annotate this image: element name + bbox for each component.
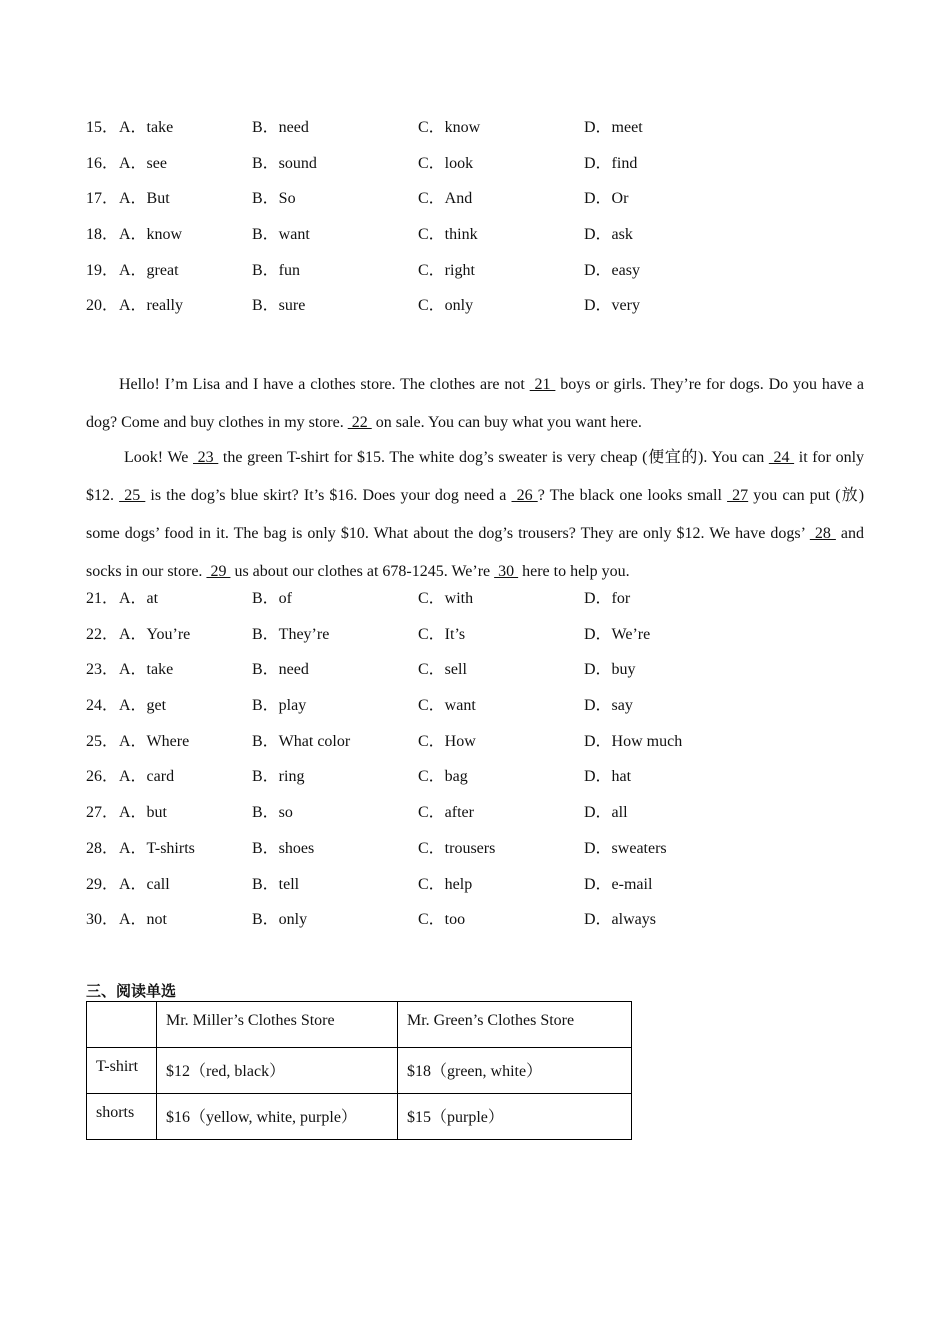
option-d: D．We’re — [584, 625, 651, 643]
option-d: D．say — [584, 697, 633, 715]
option-b: B．tell — [252, 875, 300, 893]
option-b: B．of — [252, 590, 293, 607]
option-d: D．for — [584, 590, 631, 607]
passage-text: us about our clothes at 678-1245. We’re — [230, 563, 495, 580]
option-b: B．want — [252, 226, 310, 244]
table-cell: $15（purple） — [398, 1094, 632, 1140]
option-a: A．know — [119, 226, 183, 244]
passage-text: is the dog’s blue skirt? It’s $16. Does your dog need a — [145, 487, 512, 504]
option-d: D．very — [584, 297, 640, 315]
option-a: A．T-shirts — [119, 839, 195, 857]
option-a: A．not — [119, 911, 168, 929]
question-25 — [86, 732, 886, 768]
option-b: B．play — [252, 697, 307, 715]
option-a: A．but — [119, 804, 168, 822]
blank-28: 28 — [809, 525, 836, 542]
option-c: C．look — [418, 154, 474, 172]
option-b: B．only — [252, 911, 308, 929]
question-number: 17． — [86, 190, 119, 208]
question-number: 27． — [86, 804, 119, 822]
blank-25: 25 — [119, 487, 146, 504]
option-c: C．after — [418, 804, 474, 822]
question-number: 24． — [86, 697, 119, 715]
section-title: 三、阅读单选 — [86, 982, 177, 1000]
blank-29: 29 — [206, 563, 231, 580]
option-c: C．trousers — [418, 839, 496, 857]
question-number: 29． — [86, 875, 119, 893]
table-row — [87, 1094, 632, 1140]
blank-21: 21 — [529, 376, 556, 393]
option-c: C．too — [418, 911, 466, 929]
question-number: 21． — [86, 590, 119, 607]
option-d: D．all — [584, 804, 628, 822]
question-number: 18． — [86, 226, 119, 244]
option-b: B．So — [252, 190, 296, 208]
option-d: D．easy — [584, 261, 640, 279]
table-cell: Mr. Miller’s Clothes Store — [157, 1002, 398, 1048]
option-c: C．How — [418, 732, 476, 750]
option-b: B．fun — [252, 261, 301, 279]
option-d: D．buy — [584, 661, 636, 679]
question-16 — [86, 154, 886, 190]
option-c: C．help — [418, 875, 473, 893]
question-number: 25． — [86, 732, 119, 750]
option-b: B．sure — [252, 297, 306, 315]
option-a: A．see — [119, 154, 167, 172]
table-cell: $18（green, white） — [398, 1048, 632, 1094]
question-30 — [86, 910, 886, 946]
question-27 — [86, 803, 886, 839]
table-cell — [87, 1002, 157, 1048]
question-20 — [86, 296, 886, 332]
option-d: D．find — [584, 154, 638, 172]
passage-text: it for only $12. — [86, 449, 865, 504]
passage-text: Hello! I’m Lisa and I have a clothes store. The clothes are not — [119, 376, 530, 393]
option-b: B．ring — [252, 768, 305, 786]
question-28 — [86, 839, 886, 875]
option-b: B．so — [252, 804, 293, 822]
option-d: D．ask — [584, 226, 633, 244]
option-c: C．think — [418, 226, 478, 244]
option-b: B．They’re — [252, 625, 330, 643]
option-a: A．Where — [119, 732, 190, 750]
table-row — [87, 1048, 632, 1094]
option-a: A．at — [119, 590, 159, 607]
passage-text: on sale. You can buy what you want here. — [371, 414, 642, 431]
option-a: A．call — [119, 875, 170, 893]
question-number: 15． — [86, 119, 119, 136]
option-d: D．How much — [584, 732, 683, 750]
option-d: D．meet — [584, 119, 643, 136]
blank-27: 27 — [727, 487, 749, 504]
price-table — [86, 1001, 632, 1140]
option-c: C．want — [418, 697, 476, 715]
passage-text: here to help you. — [518, 563, 630, 580]
table-cell: $12（red, black） — [157, 1048, 398, 1094]
option-a: A．But — [119, 190, 170, 208]
question-18 — [86, 225, 886, 261]
option-c: C．know — [418, 119, 481, 136]
passage-text: ? The black one looks small — [537, 487, 728, 504]
blank-30: 30 — [494, 563, 519, 580]
option-a: A．great — [119, 261, 179, 279]
passage-text: you can put (放) some dogs’ food in it. The bag is only $10. What about the dog’s trousers? They are only $12. We have dogs’ — [86, 487, 865, 542]
passage-paragraph-2 — [86, 439, 864, 591]
option-b: B．need — [252, 661, 309, 679]
passage-text: Look! We — [124, 449, 194, 466]
option-a: A．card — [119, 768, 175, 786]
option-d: D．hat — [584, 768, 632, 786]
option-a: A．get — [119, 697, 167, 715]
option-c: C．bag — [418, 768, 468, 786]
table-cell: shorts — [87, 1094, 157, 1140]
question-26 — [86, 767, 886, 803]
question-number: 23． — [86, 661, 119, 679]
passage-text: and socks in our store. — [86, 525, 865, 580]
option-a: A．really — [119, 297, 183, 315]
question-29 — [86, 875, 886, 911]
question-list-15-20 — [86, 118, 886, 332]
option-a: A．You’re — [119, 625, 191, 643]
cloze-passage — [86, 366, 864, 591]
question-number: 30． — [86, 911, 119, 929]
table-cell: Mr. Green’s Clothes Store — [398, 1002, 632, 1048]
question-22 — [86, 625, 886, 661]
question-23 — [86, 660, 886, 696]
blank-24: 24 — [768, 449, 795, 466]
option-d: D．e-mail — [584, 875, 653, 893]
question-number: 22． — [86, 625, 119, 643]
option-c: C．with — [418, 590, 474, 607]
question-number: 19． — [86, 261, 119, 279]
passage-text: boys or girls. They’re for dogs. Do you have a dog? Come and buy clothes in my store. — [86, 376, 865, 431]
question-17 — [86, 189, 886, 225]
table-cell: T-shirt — [87, 1048, 157, 1094]
passage-text: the green T-shirt for $15. The white dog’s sweater is very cheap (便宜的). You can — [218, 449, 769, 466]
option-d: D．always — [584, 911, 656, 929]
question-21 — [86, 589, 886, 625]
option-b: B．sound — [252, 154, 317, 172]
option-b: B．What color — [252, 732, 351, 750]
table-cell: $16（yellow, white, purple） — [157, 1094, 398, 1140]
option-a: A．take — [119, 119, 174, 136]
blank-22: 22 — [347, 414, 372, 431]
option-d: D．sweaters — [584, 839, 667, 857]
option-c: C．And — [418, 190, 473, 208]
blank-26: 26 — [511, 487, 538, 504]
option-c: C．only — [418, 297, 474, 315]
option-c: C．right — [418, 261, 475, 279]
question-list-21-30 — [86, 589, 886, 946]
option-c: C．It’s — [418, 625, 466, 643]
option-b: B．need — [252, 119, 309, 136]
option-a: A．take — [119, 661, 174, 679]
question-number: 20． — [86, 297, 119, 315]
option-d: D．Or — [584, 190, 629, 208]
question-15 — [86, 118, 886, 154]
blank-23: 23 — [193, 449, 219, 466]
question-number: 16． — [86, 154, 119, 172]
question-number: 28． — [86, 839, 119, 857]
question-24 — [86, 696, 886, 732]
table-header-row — [87, 1002, 632, 1048]
question-19 — [86, 261, 886, 297]
option-c: C．sell — [418, 661, 467, 679]
question-number: 26． — [86, 768, 119, 786]
option-b: B．shoes — [252, 839, 315, 857]
passage-paragraph-1 — [86, 366, 864, 442]
